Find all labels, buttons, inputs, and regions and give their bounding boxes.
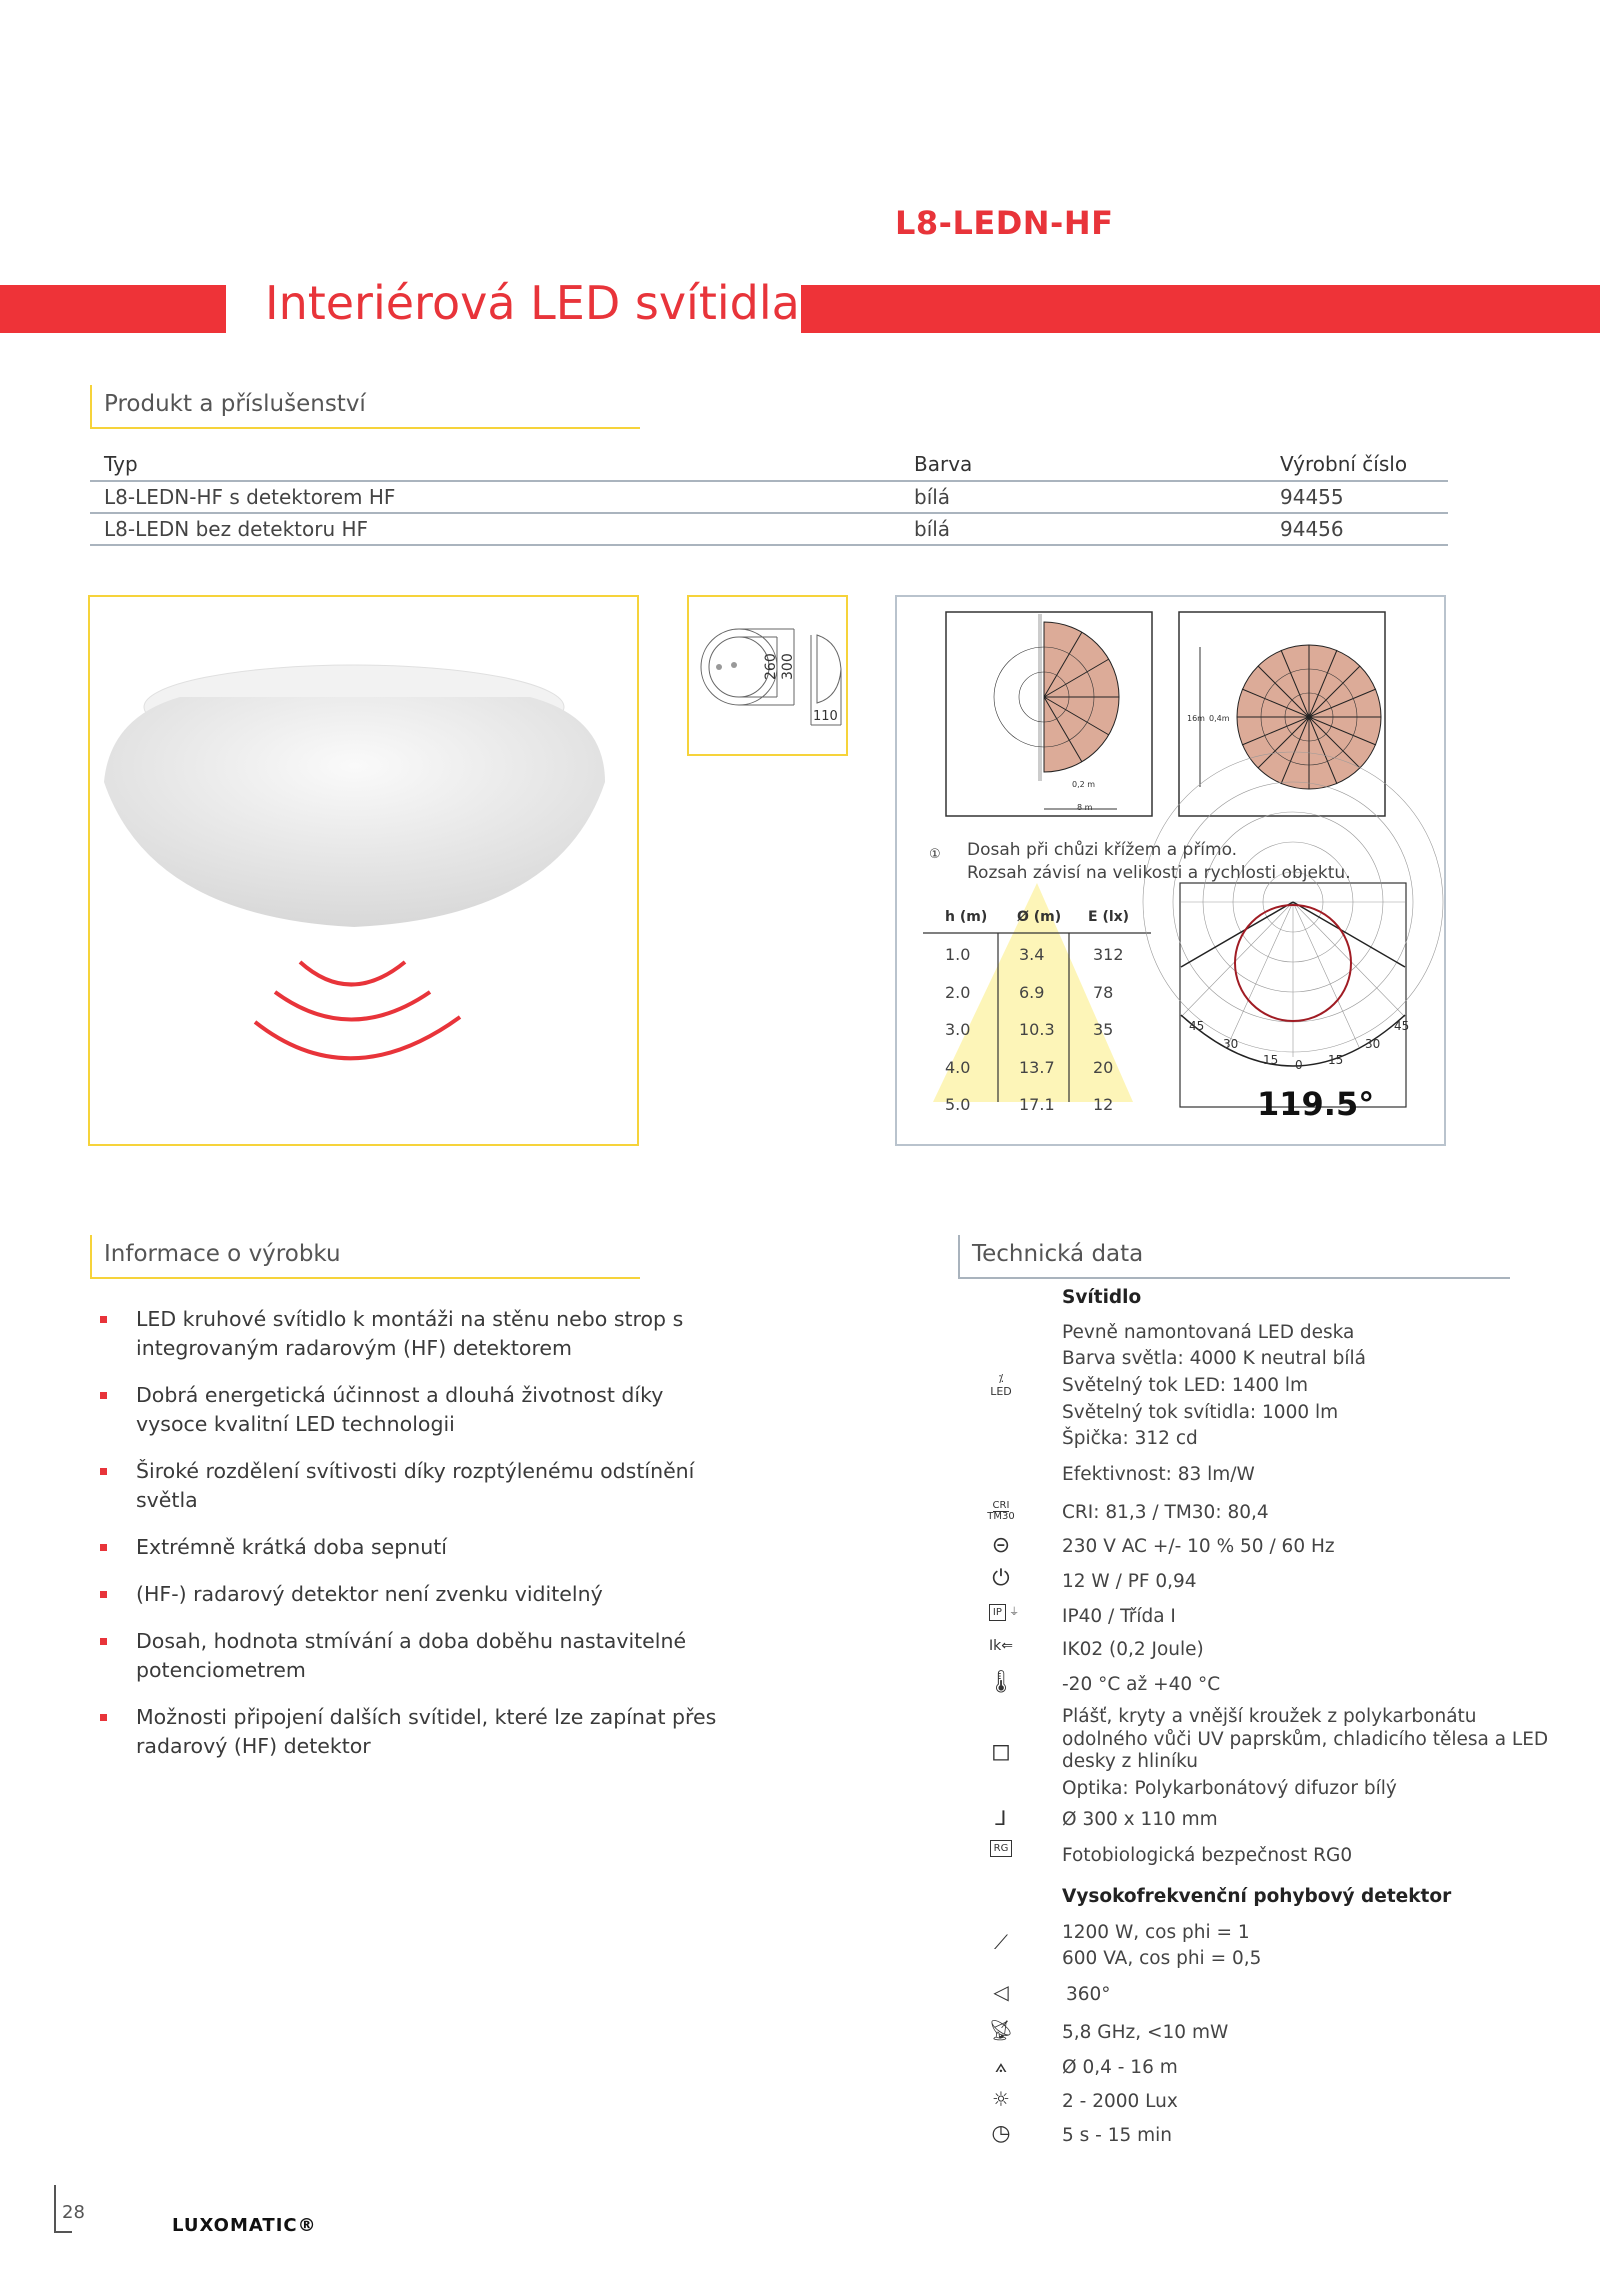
- feature-item: Dobrá energetická účinnost a dlouhá životnost díky vysoce kvalitní LED technologii: [100, 1381, 740, 1439]
- rg-label: RG: [990, 1840, 1013, 1857]
- cell: 94455: [1266, 481, 1448, 513]
- feature-item: Extrémně krátká doba sepnutí: [100, 1533, 740, 1562]
- radar-waves-icon: [255, 962, 460, 1058]
- col-number: Výrobní číslo: [1266, 448, 1448, 481]
- thermometer-icon: 🌡︎: [987, 1670, 1015, 1695]
- feature-item: LED kruhové svítidlo k montáži na stěnu nebo strop s integrovaným radarovým (HF) detektorem: [100, 1305, 740, 1363]
- spec-peak: Špička: 312 cd: [1062, 1428, 1198, 1449]
- light-table-cell: 3.0: [945, 1020, 971, 1039]
- light-table-cell: 3.4: [1019, 945, 1045, 964]
- note-line: Rozsah závisí na velikosti a rychlosti objektu.: [967, 863, 1351, 883]
- spec-color: Barva světla: 4000 K neutral bílá: [1062, 1348, 1366, 1369]
- polar-angle-label: 45: [1394, 1019, 1410, 1033]
- page-marker-line: [54, 2231, 72, 2233]
- detection-note: [967, 839, 1351, 885]
- feature-list: [100, 1305, 740, 1779]
- tech-section-header: Technická data: [958, 1235, 1510, 1279]
- page-number: 28: [62, 2202, 85, 2223]
- label-0-2m: 0,2 m: [1072, 780, 1096, 789]
- product-model: L8-LEDN-HF: [895, 204, 1114, 242]
- spec-led-flux: Světelný tok LED: 1400 lm: [1062, 1375, 1309, 1396]
- spec-luminaire-flux: Světelný tok svítidla: 1000 lm: [1062, 1402, 1339, 1423]
- label-16m: 16m: [1187, 714, 1205, 723]
- ip-class-icon: IP ⏚: [982, 1603, 1026, 1618]
- spec-angle: 360°: [1066, 1984, 1111, 2005]
- cell: bílá: [900, 481, 1266, 513]
- switch-icon: ⟋: [994, 1930, 1008, 1954]
- spec-cri: CRI: 81,3 / TM30: 80,4: [1062, 1502, 1269, 1523]
- impact-icon: Ik⇐: [989, 1638, 1013, 1654]
- luminaire-illustration: [90, 597, 637, 1144]
- light-table-cell: 78: [1093, 982, 1114, 1002]
- cell: L8-LEDN-HF s detektorem HF: [90, 481, 900, 513]
- spec-material: odolného vůči UV paprskům, chladicího tělesa a LED: [1062, 1729, 1549, 1750]
- cell: bílá: [900, 513, 1266, 545]
- spec-led-board: Pevně namontovaná LED deska: [1062, 1322, 1355, 1343]
- polar-angle-label: 15: [1328, 1053, 1344, 1067]
- ceiling-detection-diagram: [1179, 612, 1385, 816]
- light-table-cell: 17.1: [1019, 1095, 1055, 1114]
- label-8m: 8 m: [1077, 803, 1093, 812]
- feature-item: Možnosti připojení dalších svítidel, které lze zapínat přes radarový (HF) detektor: [100, 1703, 740, 1761]
- spec-load: 600 VA, cos phi = 0,5: [1062, 1948, 1262, 1969]
- light-table-cell: 2.0: [945, 982, 971, 1002]
- radar-dish-icon: 📡︎: [988, 2018, 1014, 2042]
- spec-material: Plášť, kryty a vnější kroužek z polykarbonátu: [1062, 1706, 1477, 1727]
- clock-icon: ◷: [991, 2121, 1011, 2146]
- cell: 94456: [1266, 513, 1448, 545]
- light-table-cell: 312: [1093, 945, 1124, 964]
- dim-110: 110: [813, 709, 838, 724]
- label-0-4m: 0,4m: [1209, 714, 1230, 723]
- spec-lux: 2 - 2000 Lux: [1062, 2091, 1178, 2112]
- light-table-cell: 35: [1093, 1020, 1114, 1039]
- detector-heading: Vysokofrekvenční pohybový detektor: [1062, 1886, 1452, 1907]
- spec-efficiency: Efektivnost: 83 lm/W: [1062, 1464, 1255, 1485]
- wall-detection-diagram: [946, 612, 1152, 816]
- spec-temperature: -20 °C až +40 °C: [1062, 1674, 1221, 1695]
- feature-item: Dosah, hodnota stmívání a doba doběhu nastavitelné potenciometrem: [100, 1627, 740, 1685]
- luxomatic-logo: LUXOMATIC®: [172, 2215, 317, 2236]
- light-table-cell: 13.7: [1019, 1057, 1055, 1077]
- spec-photobio: Fotobiologická bezpečnost RG0: [1062, 1845, 1353, 1866]
- page-marker-line: [54, 2185, 56, 2233]
- page-title: Interiérová LED svítidla: [265, 276, 800, 330]
- rg-icon: [980, 1843, 1022, 1854]
- spec-ik: IK02 (0,2 Joule): [1062, 1639, 1204, 1660]
- th: E (lx): [1088, 909, 1130, 925]
- spec-time: 5 s - 15 min: [1062, 2125, 1173, 2146]
- table-row: [90, 481, 1448, 513]
- polar-diagram: [1143, 752, 1443, 1107]
- spec-voltage: 230 V AC +/- 10 % 50 / 60 Hz: [1062, 1536, 1335, 1557]
- led-icon-label: LED: [990, 1385, 1012, 1398]
- dim-260: 260: [763, 653, 779, 680]
- detection-angle-icon: ◁: [993, 1980, 1009, 2004]
- spec-range: Ø 0,4 - 16 m: [1062, 2057, 1178, 2078]
- th: h (m): [945, 909, 988, 925]
- col-color: Barva: [900, 448, 1266, 481]
- housing-cube-icon: ◻: [991, 1737, 1011, 1765]
- day-night-icon: ☼: [992, 2087, 1010, 2111]
- spec-ip: IP40 / Třída I: [1062, 1606, 1176, 1627]
- light-table-cell: 1.0: [945, 945, 971, 964]
- spec-frequency: 5,8 GHz, <10 mW: [1062, 2022, 1229, 2043]
- note-line: Dosah při chůzi křížem a přímo.: [967, 840, 1238, 860]
- spec-size: Ø 300 x 110 mm: [1062, 1809, 1218, 1830]
- led-icon: ⁒ LED: [990, 1372, 1012, 1398]
- light-table-cell: 6.9: [1019, 982, 1045, 1002]
- polar-angle-label: 30: [1223, 1037, 1239, 1051]
- range-icon: ⟑: [994, 2053, 1008, 2077]
- feature-item: Široké rozdělení svítivosti díky rozptýlenému odstínění světla: [100, 1457, 740, 1515]
- light-table-cell: 5.0: [945, 1095, 971, 1114]
- table-row: [90, 513, 1448, 545]
- product-table: [90, 448, 1448, 546]
- col-type: Typ: [90, 448, 900, 481]
- luminaire-heading: Svítidlo: [1062, 1287, 1142, 1308]
- red-band-right: [801, 285, 1600, 333]
- spec-material: desky z hliníku: [1062, 1751, 1198, 1772]
- power-icon: ⏻: [992, 1566, 1010, 1591]
- ip-label: IP: [989, 1604, 1006, 1621]
- light-table-cell: 12: [1093, 1095, 1114, 1114]
- polar-angle-label: 0: [1295, 1058, 1303, 1072]
- cell: L8-LEDN bez detektoru HF: [90, 513, 900, 545]
- polar-angle-label: 30: [1365, 1037, 1381, 1051]
- spec-power: 12 W / PF 0,94: [1062, 1571, 1197, 1592]
- light-table-cell: 4.0: [945, 1057, 971, 1077]
- product-section-header: Produkt a příslušenství: [90, 385, 640, 429]
- detection-panel: [895, 595, 1446, 1146]
- ac-icon: ⊝: [991, 1533, 1011, 1558]
- product-image: [88, 595, 639, 1146]
- polar-angle-label: 15: [1263, 1053, 1279, 1067]
- beam-angle: 119.5°: [1257, 1085, 1375, 1123]
- spec-optics: Optika: Polykarbonátový difuzor bílý: [1062, 1778, 1397, 1799]
- feature-item: (HF-) radarový detektor není zvenku viditelný: [100, 1580, 740, 1609]
- info-section-header: Informace o výrobku: [90, 1235, 640, 1279]
- dimension-drawing: [687, 595, 848, 756]
- cri-label: CRI: [992, 1500, 1010, 1511]
- polar-angle-label: 45: [1189, 1019, 1205, 1033]
- light-table-cell: 20: [1093, 1057, 1114, 1077]
- dimensions-axes-icon: ⅃: [995, 1806, 1007, 1830]
- tm30-label: TM30: [987, 1511, 1015, 1522]
- cri-icon: [980, 1500, 1022, 1522]
- dim-300: 300: [780, 653, 796, 680]
- light-table-cell: 10.3: [1019, 1020, 1055, 1039]
- th: Ø (m): [1017, 909, 1062, 925]
- spec-load: 1200 W, cos phi = 1: [1062, 1922, 1250, 1943]
- note-marker: ①: [929, 847, 941, 862]
- red-band-left: [0, 285, 226, 333]
